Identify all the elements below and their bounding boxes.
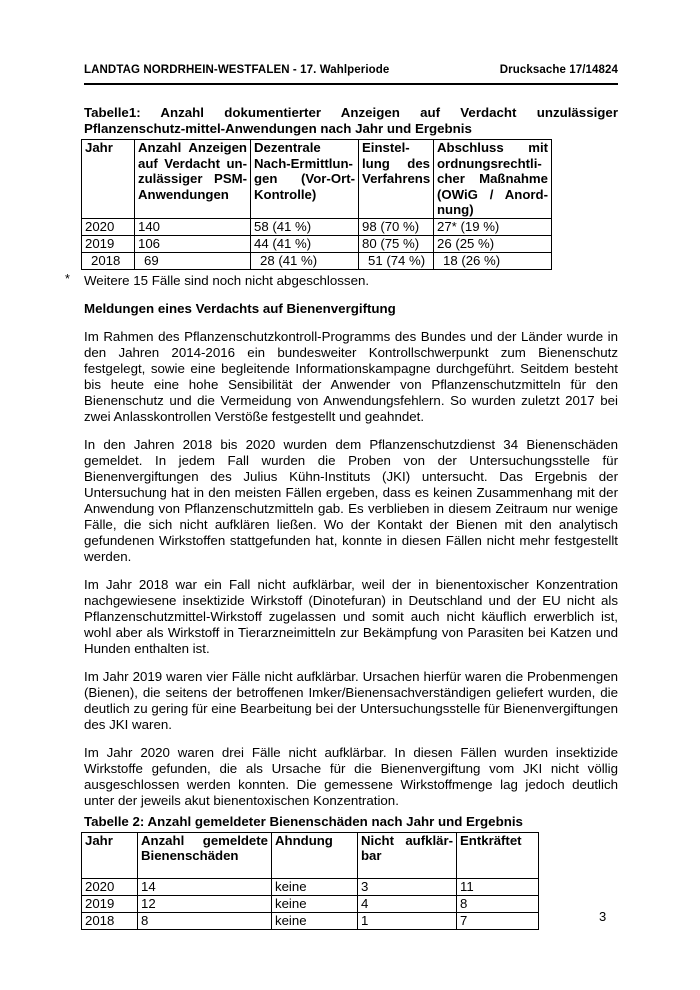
- document-header: [84, 64, 618, 85]
- table-cell: 51 (74 %): [359, 252, 434, 269]
- table-cell: 18 (26 %): [434, 252, 552, 269]
- table2: [81, 832, 539, 930]
- table-row: [82, 218, 552, 235]
- body-paragraph: In den Jahren 2018 bis 2020 wurden dem Pflanzenschutzdienst 34 Bienenschäden gemeldet. In jedem Fall wurden die Proben von der Untersuchungsstelle für Bienenvergiftungen des Julius Kühn-Instituts (JKI) untersucht. Das Ergebnis der Untersuchung hat in den meisten Fällen ergeben, dass es keinen Zusammenhang mit der Anwendung von Pflanzenschutzmitteln gab. Es verblieben in diesem Zeitraum nur wenige Fälle, die sich nicht aufklären ließen. Wo der Kontakt der Bienen mit den analytisch gefundenen Wirkstoffen stattgefunden hat, konnte in diesen Fällen nicht mehr festgestellt werden.: [84, 436, 618, 564]
- table-header-cell: Jahr: [82, 832, 138, 878]
- table-cell: 69: [135, 252, 251, 269]
- table-row: [82, 252, 552, 269]
- body-paragraph: Im Jahr 2019 waren vier Fälle nicht aufklärbar. Ursachen hierfür waren die Probenmengen (Bienen), die seitens der betroffenen Imker/Bienensachverständigen geliefert wurden, die deutlich zu gering für eine Bearbeitung bei der Untersuchungsstelle für Bienenvergiftungen des JKI waren.: [84, 668, 618, 732]
- table-cell: 2019: [82, 895, 138, 912]
- table-header-cell: Einstel-lung des Verfahrens: [359, 140, 434, 219]
- body-paragraph: Im Rahmen des Pflanzenschutzkontroll-Programms des Bundes und der Länder wurde in den Jahren 2014-2016 ein bundesweiter Kontrollschwerpunkt zum Bienenschutz festgelegt, sowie eine begleitende Informationskampagne durchgeführt. Seitdem besteht bis heute eine hohe Sensibilität der Anwender von Pflanzenschutzmitteln für den Bienenschutz und die Vermeidung von Anwendungsfehlern. So wurden zuletzt 2017 bei zwei Anlasskontrollen Verstöße festgestellt und geahndet.: [84, 328, 618, 424]
- header-parliament-title: LANDTAG NORDRHEIN-WESTFALEN - 17. Wahlperiode: [84, 64, 390, 76]
- footnote-text: Weitere 15 Fälle sind noch nicht abgeschlossen.: [84, 272, 370, 288]
- table-header-cell: Anzahl gemeldete Bienenschäden: [138, 832, 272, 878]
- table-cell: 3: [358, 878, 457, 895]
- table-header-cell: Abschluss mit ordnungsrechtli-cher Maßnahme (OWiG / Anord-nung): [434, 140, 552, 219]
- table-cell: keine: [272, 895, 358, 912]
- table1-body: [82, 218, 552, 269]
- table-cell: 80 (75 %): [359, 235, 434, 252]
- page-number: 3: [599, 909, 607, 924]
- header-document-number: Drucksache 17/14824: [499, 64, 618, 76]
- table-row: [82, 895, 539, 912]
- table1-header: [82, 140, 552, 219]
- table-cell: 2018: [82, 912, 138, 929]
- table-cell: 26 (25 %): [434, 235, 552, 252]
- table-cell: 14: [138, 878, 272, 895]
- table-cell: 27* (19 %): [434, 218, 552, 235]
- table-row: [82, 235, 552, 252]
- table-header-cell: Anzahl Anzeigen auf Verdacht un-zulässiger PSM-Anwendungen: [135, 140, 251, 219]
- body-paragraph: Im Jahr 2018 war ein Fall nicht aufklärbar, weil der in bienentoxischer Konzentration nachgewiesene insektizide Wirkstoff (Dinotefuran) in Deutschland und der EU nicht als Pflanzenschutzmittel-Wirkstoff zugelassen und somit auch nicht käuflich erwerblich ist, wohl aber als Wirkstoff in Tierarzneimitteln zur Bekämpfung von Parasiten bei Katzen und Hunden enthalten ist.: [84, 576, 618, 656]
- table-cell: keine: [272, 878, 358, 895]
- table2-title: Tabelle 2: Anzahl gemeldeter Bienenschäden nach Jahr und Ergebnis: [84, 813, 523, 829]
- table-header-cell: Entkräftet: [457, 832, 539, 878]
- table-header-cell: Ahndung: [272, 832, 358, 878]
- table-cell: 1: [358, 912, 457, 929]
- table-cell: 4: [358, 895, 457, 912]
- table-cell: 8: [457, 895, 539, 912]
- table-cell: 106: [135, 235, 251, 252]
- table-cell: 8: [138, 912, 272, 929]
- table-cell: 28 (41 %): [251, 252, 359, 269]
- table-cell: 58 (41 %): [251, 218, 359, 235]
- table1-title: Tabelle1: Anzahl dokumentierter Anzeigen auf Verdacht unzulässiger Pflanzenschutz-mittel-Anwendungen nach Jahr und Ergebnis: [84, 105, 618, 136]
- table2-header: [82, 832, 539, 878]
- section-heading: Meldungen eines Verdachts auf Bienenvergiftung: [84, 300, 396, 316]
- table-cell: 98 (70 %): [359, 218, 434, 235]
- table-header-cell: Jahr: [82, 140, 135, 219]
- table1-header-row: [82, 140, 552, 219]
- table-cell: 12: [138, 895, 272, 912]
- table-cell: 44 (41 %): [251, 235, 359, 252]
- table-cell: keine: [272, 912, 358, 929]
- table1-footnote: [65, 271, 618, 289]
- body-paragraph: Im Jahr 2020 waren drei Fälle nicht aufklärbar. In diesen Fällen wurden insektizide Wirkstoffe gefunden, die als Ursache für die Bienenvergiftung vom JKI nicht völlig ausgeschlossen werden konnten. Die gemessene Wirkstoffmenge lag jedoch deutlich unter der jeweils akut bienentoxischen Konzentration.: [84, 744, 618, 808]
- table-cell: 2020: [82, 218, 135, 235]
- table-cell: 2019: [82, 235, 135, 252]
- table1: [81, 139, 552, 270]
- table-cell: 2020: [82, 878, 138, 895]
- table-cell: 7: [457, 912, 539, 929]
- table-row: [82, 912, 539, 929]
- table-row: [82, 878, 539, 895]
- footnote-asterisk: *: [65, 271, 70, 286]
- table2-body: [82, 878, 539, 929]
- table-header-cell: Nicht aufklär-bar: [358, 832, 457, 878]
- body-paragraphs: [84, 329, 618, 809]
- table-cell: 140: [135, 218, 251, 235]
- table-header-cell: Dezentrale Nach-Ermittlun-gen (Vor-Ort-Kontrolle): [251, 140, 359, 219]
- page-content: [65, 0, 618, 930]
- table-cell: 11: [457, 878, 539, 895]
- table-cell: 2018: [82, 252, 135, 269]
- table2-header-row: [82, 832, 539, 878]
